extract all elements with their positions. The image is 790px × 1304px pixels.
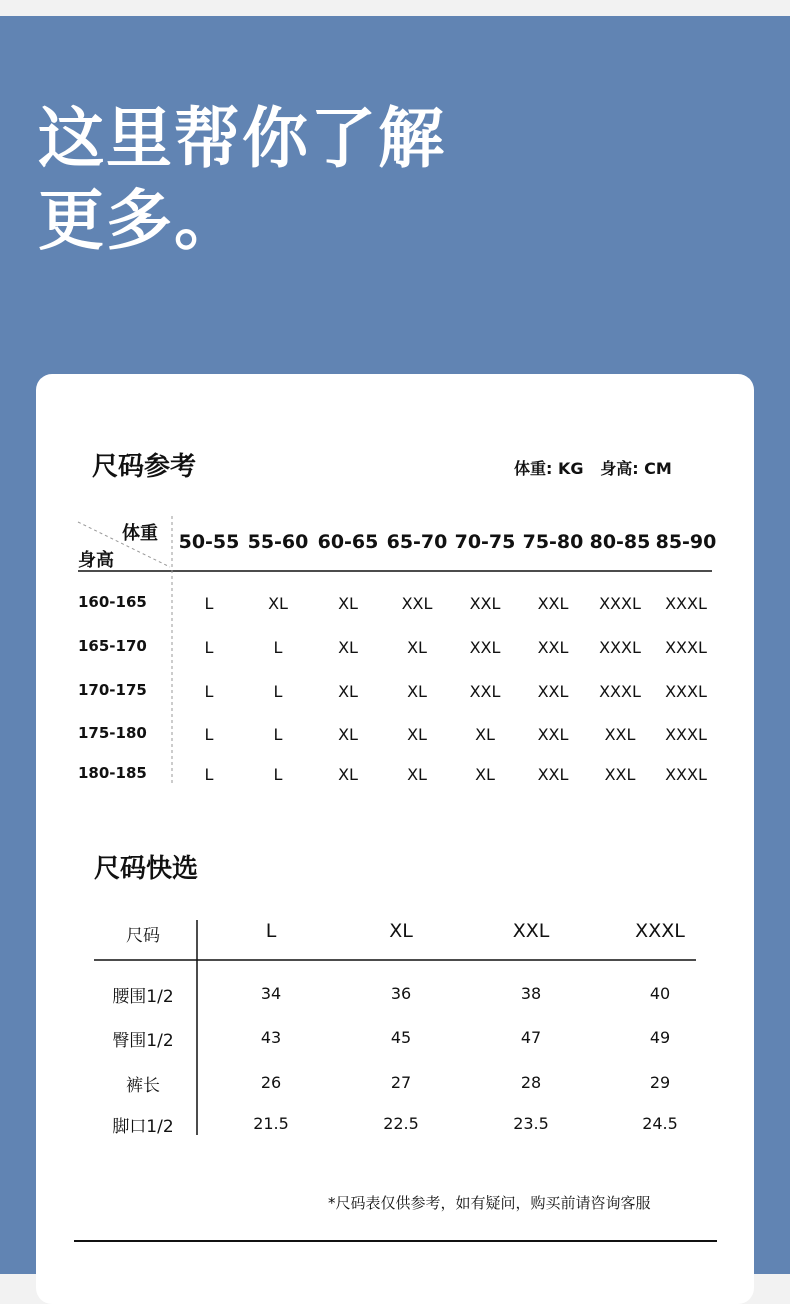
size-cell: XXL [537,725,569,744]
corner-weight-label: 体重 [122,523,158,544]
height-range-label: 175-180 [78,724,147,742]
measurement-value: 23.5 [513,1114,549,1133]
size-cell: L [204,638,214,657]
footnote: *尺码表仅供参考，如有疑问，购买前请咨询客服 [328,1194,651,1212]
size-cell: XL [407,682,427,701]
measurement-value: 43 [260,1028,282,1047]
size-cell: XL [407,725,427,744]
measurement-value: 40 [649,984,671,1003]
size-column-header: XXXL [635,920,685,942]
size-cell: XXL [469,682,501,701]
size-cell: XL [475,765,495,784]
size-cell: XXXL [665,638,707,657]
weight-range-header: 55-60 [247,531,309,553]
measurement-value: 45 [390,1028,412,1047]
weight-range-header: 75-80 [522,531,584,553]
size-cell: L [273,682,283,701]
weight-range-header: 60-65 [317,531,379,553]
size-cell: L [273,765,283,784]
height-range-label: 170-175 [78,681,147,699]
size-cell: XXL [469,638,501,657]
size-cell: L [273,638,283,657]
measurement-value: 29 [649,1073,671,1092]
size-cell: L [273,725,283,744]
size-cell: L [204,682,214,701]
quick-corner-label: 尺码 [126,926,160,946]
size-cell: L [204,594,214,613]
weight-range-header: 65-70 [386,531,448,553]
size-cell: XL [407,765,427,784]
size-cell: XL [338,765,358,784]
size-cell: XXL [537,638,569,657]
size-cell: XXL [604,725,636,744]
size-cell: XXXL [665,594,707,613]
bottom-rule [74,1240,717,1242]
headline-line-2: 更多。 [38,182,242,259]
measurement-value: 38 [520,984,542,1003]
measurement-value: 36 [390,984,412,1003]
weight-range-header: 80-85 [589,531,651,553]
measurement-label: 脚口1/2 [112,1117,174,1137]
size-cell: XL [407,638,427,657]
quick-select-title: 尺码快选 [94,854,199,884]
size-cell: XXXL [665,765,707,784]
corner-height-label: 身高 [78,550,114,571]
measurement-value: 22.5 [383,1114,419,1133]
size-column-header: XXL [512,920,550,942]
headline-line-1: 这里帮你了解 [38,100,446,177]
size-column-header: L [265,920,277,942]
unit-note: 体重: KG 身高: CM [514,459,672,478]
weight-range-header: 50-55 [178,531,240,553]
measurement-label: 腰围1/2 [112,987,174,1007]
size-cell: XL [338,725,358,744]
size-chart-card [36,374,754,1304]
size-cell: L [204,725,214,744]
measurement-value: 26 [260,1073,282,1092]
size-cell: XXL [537,765,569,784]
height-range-label: 180-185 [78,764,147,782]
size-cell: XXXL [665,725,707,744]
size-cell: XXXL [599,638,641,657]
weight-range-header: 85-90 [655,531,717,553]
measurement-value: 47 [520,1028,542,1047]
measurement-value: 49 [649,1028,671,1047]
headline [38,98,446,262]
measurement-label: 臀围1/2 [112,1031,174,1051]
size-cell: XXL [537,682,569,701]
size-cell: XXL [604,765,636,784]
size-cell: XXL [537,594,569,613]
size-cell: XXXL [665,682,707,701]
size-column-header: XL [389,920,413,942]
size-cell: XXXL [599,682,641,701]
size-cell: XL [338,594,358,613]
size-cell: XXXL [599,594,641,613]
size-cell: XL [268,594,288,613]
weight-range-header: 70-75 [454,531,516,553]
size-cell: XL [338,682,358,701]
measurement-value: 24.5 [642,1114,678,1133]
measurement-label: 裤长 [126,1076,160,1096]
size-cell: XL [338,638,358,657]
measurement-value: 28 [520,1073,542,1092]
size-reference-title: 尺码参考 [92,452,197,482]
measurement-value: 27 [390,1073,412,1092]
measurement-value: 34 [260,984,282,1003]
size-cell: XXL [469,594,501,613]
height-range-label: 165-170 [78,637,147,655]
size-cell: XXL [401,594,433,613]
size-cell: XL [475,725,495,744]
size-cell: L [204,765,214,784]
measurement-value: 21.5 [253,1114,289,1133]
height-range-label: 160-165 [78,593,147,611]
